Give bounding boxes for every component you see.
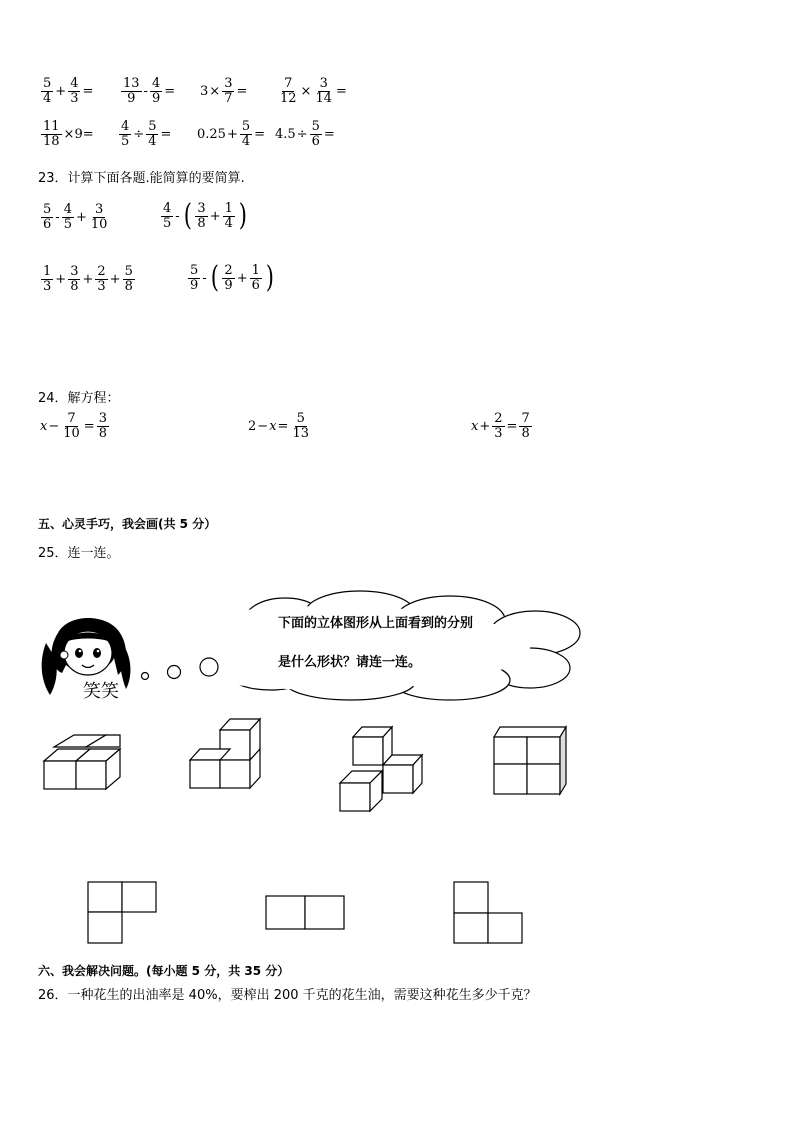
top-view-shapes — [80, 875, 540, 950]
q23-title: 23．计算下面各题.能简算的要简算. — [38, 171, 245, 186]
q26-text: 26．一种花生的出油率是 40%，要榨出 200 千克的花生油，需要这种花生多少千克？ — [38, 988, 537, 1003]
expr-r2b: $\frac{4}{5}$ ÷ $\frac{5}{4}$ = — [121, 119, 172, 149]
solid-figures — [40, 713, 580, 818]
q24-equation-1: x − $\frac{7}{10}$ = $\frac{3}{8}$ — [40, 411, 107, 441]
bubble-text-line-1: 下面的立体图形从上面看到的分别 — [278, 616, 474, 631]
character-name: 笑笑 — [83, 681, 119, 702]
expr-r1a: $\frac{5}{4}$ + $\frac{4}{3}$ = — [43, 76, 94, 106]
solid-figure-2 — [190, 719, 260, 788]
q25-title: 25．连一连。 — [38, 546, 120, 561]
expr-r2a: $\frac{11}{18}$ ×9= — [43, 119, 94, 149]
bubble-text-line-2: 是什么形状？请连一连。 — [278, 655, 422, 670]
q23-expr-4: $\frac{5}{9}$ - ( $\frac{2}{9}$ + $\frac{1}{6}$ ) — [190, 260, 274, 295]
section-6-heading: 六、我会解决问题。(每小题 5 分，共 35 分） — [38, 964, 290, 978]
q24-equation-3: x + $\frac{2}{3}$ = $\frac{7}{8}$ — [471, 411, 530, 441]
expr-r2d: 4.5 ÷ $\frac{5}{6}$ = — [275, 119, 335, 149]
top-view-3 — [454, 882, 522, 943]
q23-expr-3: $\frac{1}{3}$ + $\frac{3}{8}$ + $\frac{2}{3}$ + $\frac{5}{8}$ — [43, 264, 133, 294]
expr-r1d: $\frac{7}{12}$ × $\frac{3}{14}$ = — [280, 76, 347, 106]
solid-figure-4 — [494, 727, 566, 794]
solid-figure-3 — [340, 727, 422, 811]
q24-title: 24．解方程： — [38, 391, 120, 406]
solid-figure-1 — [44, 735, 120, 789]
top-view-2 — [266, 896, 344, 929]
top-view-1 — [88, 882, 156, 943]
expr-r2c: 0.25 + $\frac{5}{4}$ = — [197, 119, 266, 149]
section-5-heading: 五、心灵手巧，我会画(共 5 分） — [38, 517, 217, 531]
expr-r1c: 3 × $\frac{3}{7}$ = — [200, 76, 248, 106]
q24-equation-2: 2 − x = $\frac{5}{13}$ — [248, 411, 309, 441]
q23-expr-1: $\frac{5}{6}$ - $\frac{4}{5}$ + $\frac{3}{10}$ — [43, 202, 108, 232]
expr-r1b: $\frac{13}{9}$ - $\frac{4}{9}$ = — [123, 76, 176, 106]
q23-expr-2: $\frac{4}{5}$ - ( $\frac{3}{8}$ + $\frac{1}{4}$ ) — [163, 198, 247, 233]
